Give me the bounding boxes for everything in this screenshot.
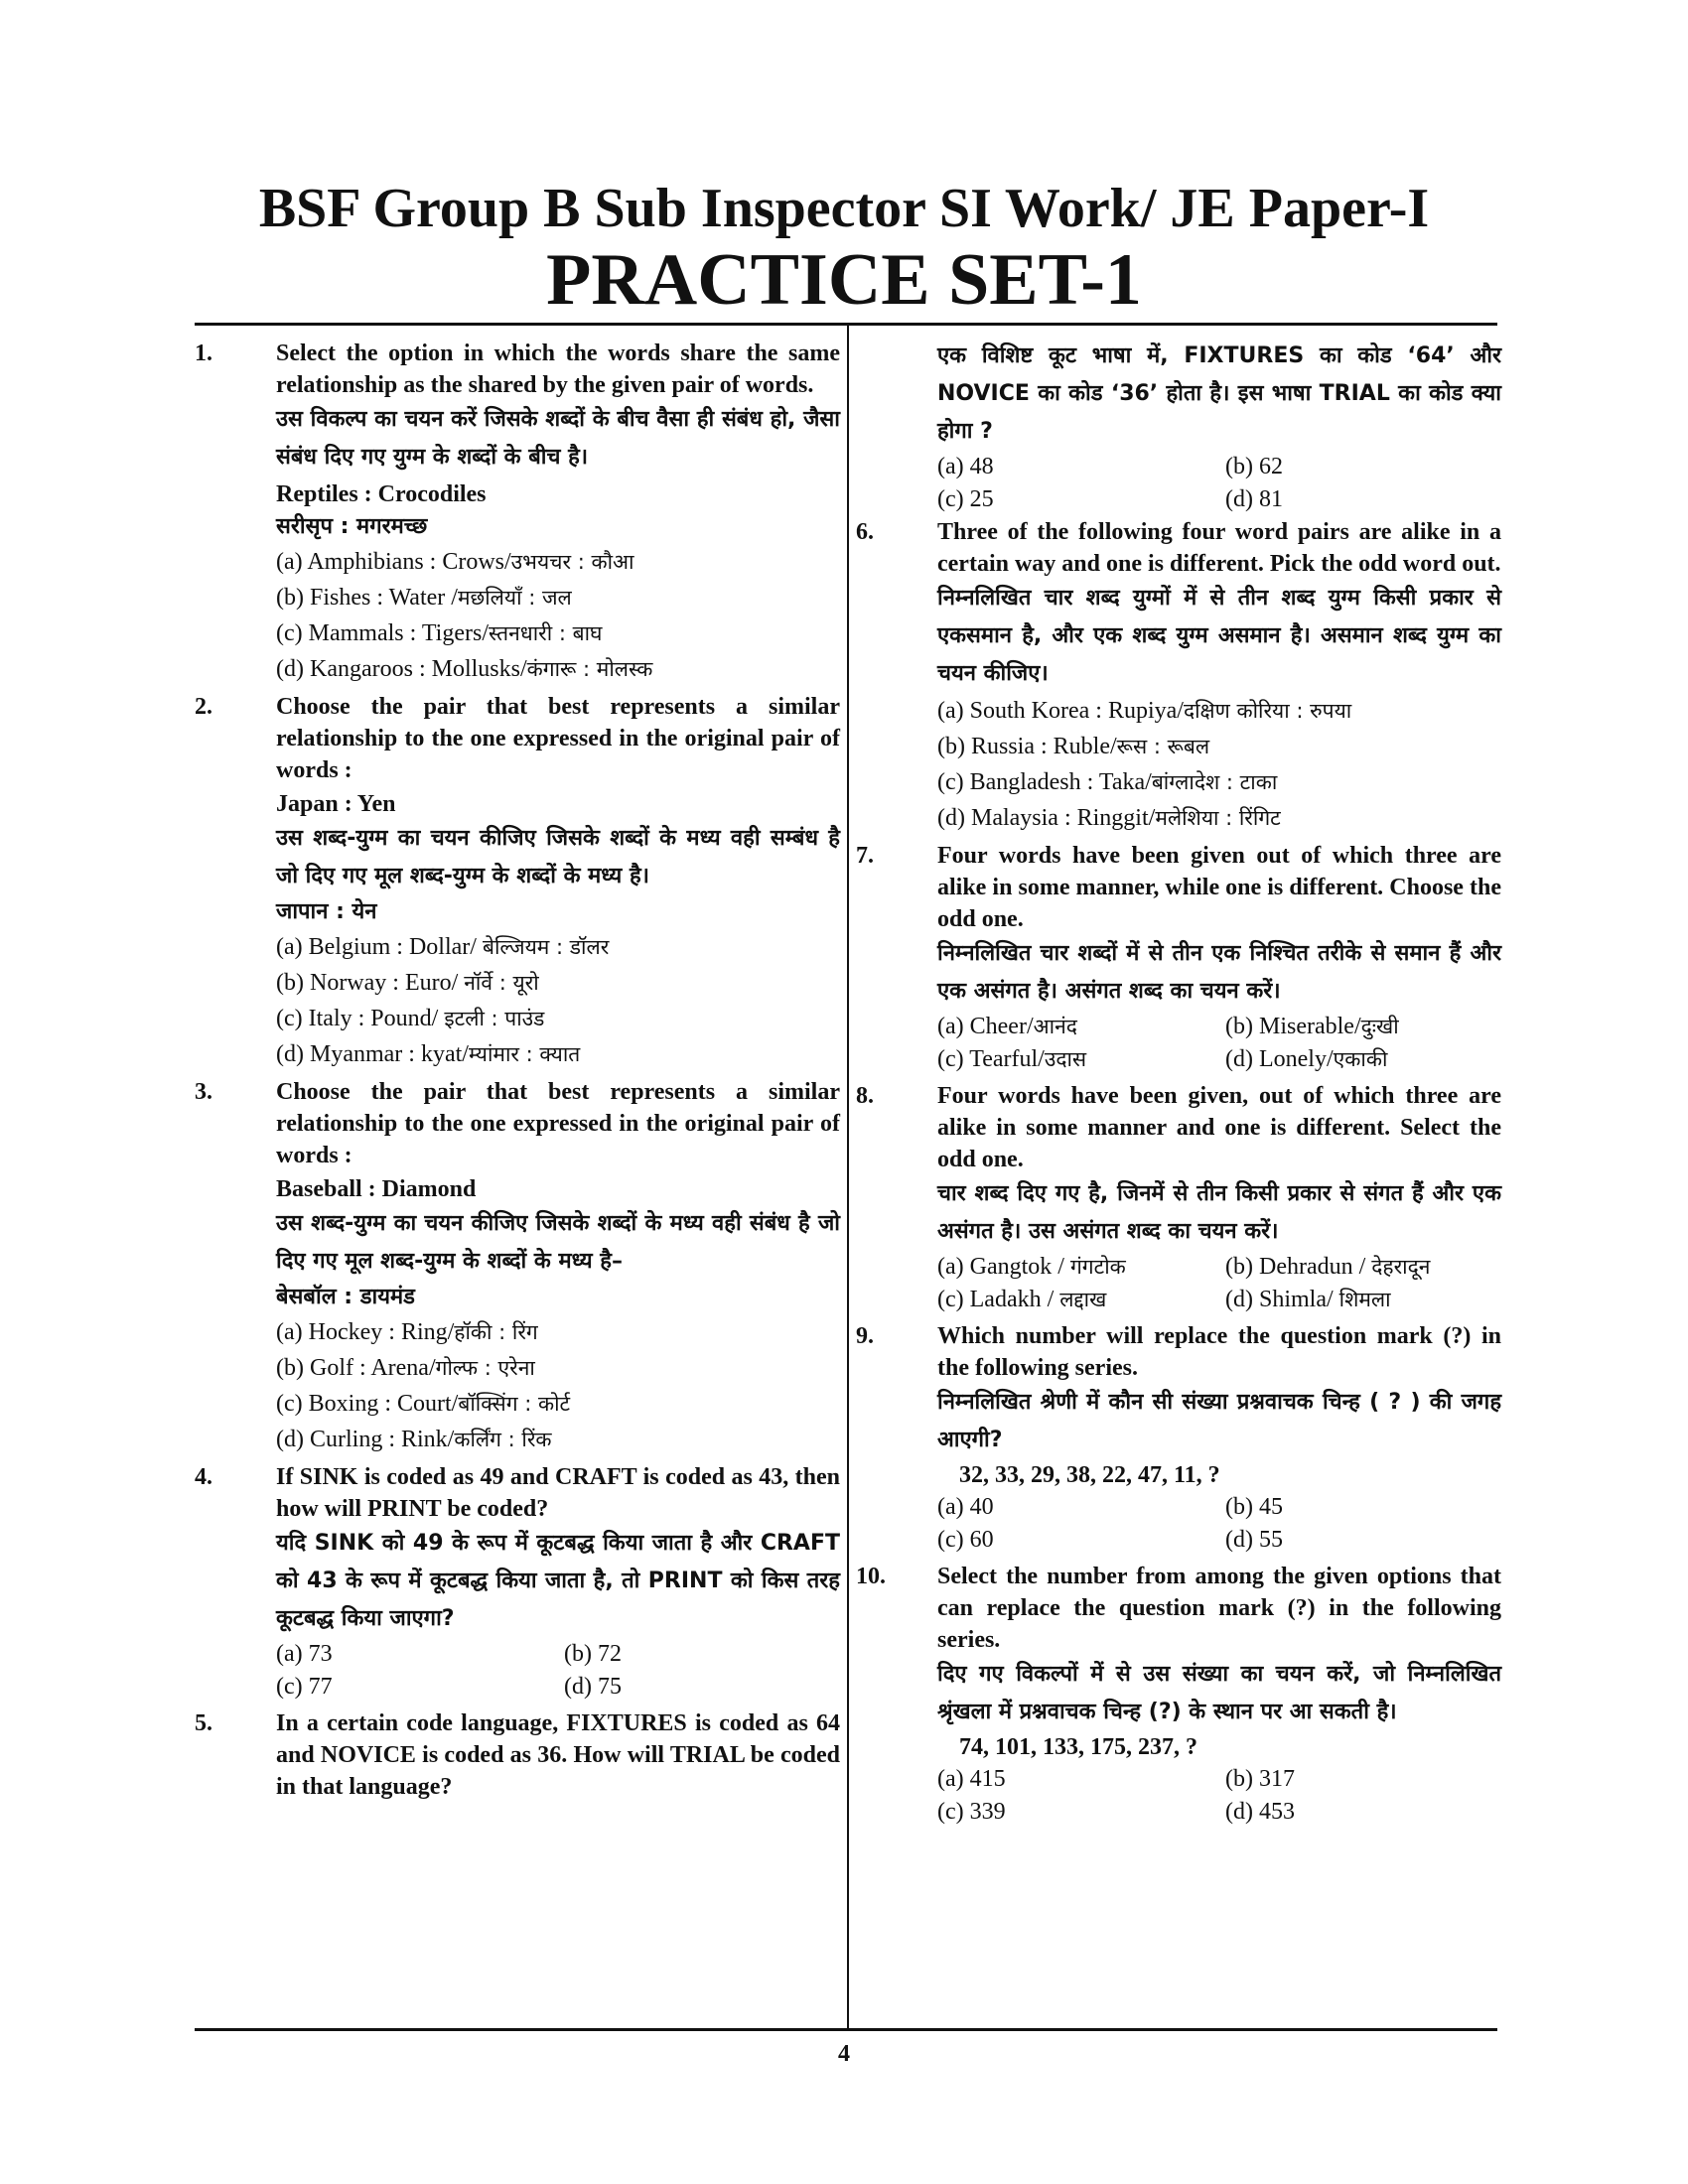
option-text-hi: शिमला	[1338, 1288, 1391, 1311]
option-text: Boxing : Court/	[308, 1391, 459, 1417]
option-d	[276, 1422, 840, 1457]
question-text-hi: उस शब्द-युग्म का चयन कीजिए जिसके शब्दों के मध्य वही संबंध है जो दिए गए मूल शब्द-युग्म के शब्दों के मध्य है–	[276, 1211, 840, 1274]
option-label: (c)	[937, 1527, 964, 1553]
option-text: 339	[969, 1799, 1006, 1825]
option-text: 72	[597, 1641, 622, 1667]
option-text-hi: बांग्लादेश : टाका	[1151, 770, 1278, 794]
option-label: (b)	[276, 1355, 304, 1381]
question-number: 3.	[195, 1079, 212, 1105]
option-c	[276, 615, 840, 651]
option-c	[937, 1796, 1225, 1829]
option-c	[276, 1386, 840, 1422]
option-label: (c)	[276, 1391, 303, 1417]
option-a	[937, 1491, 1225, 1524]
option-text: Mammals : Tigers/	[308, 620, 489, 646]
right-column	[856, 338, 1501, 1833]
option-label: (d)	[937, 805, 965, 831]
question-number: 2.	[195, 694, 212, 720]
option-text: 317	[1258, 1766, 1295, 1792]
question-number: 5.	[195, 1710, 212, 1736]
question-text-hi: निम्नलिखित श्रेणी में कौन सी संख्या प्रश्नवाचक चिन्ह ( ? ) की जगह आएगी?	[937, 1390, 1501, 1452]
option-text: 415	[969, 1766, 1006, 1792]
option-d	[1225, 1043, 1513, 1076]
option-text: Norway : Euro/	[309, 970, 465, 996]
option-b	[1225, 451, 1513, 483]
option-d	[564, 1671, 852, 1704]
option-label: (c)	[276, 1674, 303, 1700]
question-5	[195, 1707, 840, 1803]
option-text: 48	[969, 454, 994, 479]
option-d	[937, 800, 1501, 836]
option-a	[937, 1011, 1225, 1043]
option-label: (d)	[276, 1427, 304, 1452]
question-number: 7.	[856, 843, 874, 869]
option-label: (c)	[937, 1046, 964, 1072]
question-text-hi: निम्नलिखित चार शब्द युग्मों में से तीन शब्द युग्म किसी प्रकार से एकसमान है, और एक शब्द युग्म असमान है। असमान शब्द युग्म का चयन कीजिए।	[937, 586, 1501, 686]
option-text-hi: लद्दाख	[1059, 1288, 1107, 1311]
option-label: (a)	[937, 1254, 964, 1280]
option-text: Golf : Arena/	[309, 1355, 436, 1381]
option-text-hi: मलेशिया : रिंगिट	[1155, 806, 1281, 830]
option-label: (d)	[1225, 1799, 1253, 1825]
option-b	[1225, 1251, 1513, 1284]
given-pair-hi: जापान : येन	[276, 899, 377, 924]
option-text-hi: म्यांमार : क्यात	[468, 1042, 581, 1066]
option-label: (d)	[1225, 1046, 1253, 1072]
option-label: (d)	[564, 1674, 592, 1700]
option-text-hi: बेल्जियम : डॉलर	[482, 935, 610, 959]
option-label: (b)	[276, 585, 304, 611]
option-text: 62	[1258, 454, 1283, 479]
option-text: 60	[969, 1527, 994, 1553]
option-label: (a)	[276, 549, 303, 575]
option-text: 81	[1258, 486, 1283, 512]
option-text-hi: बॉक्सिंग : कोर्ट	[458, 1392, 571, 1416]
option-label: (a)	[937, 454, 964, 479]
option-label: (b)	[1225, 454, 1253, 479]
option-a	[276, 1638, 564, 1671]
option-label: (a)	[937, 1766, 964, 1792]
option-text: 77	[308, 1674, 333, 1700]
question-text-hi: उस विकल्प का चयन करें जिसके शब्दों के बीच वैसा ही संबंध हो, जैसा संबंध दिए गए युग्म के शब्दों के बीच है।	[276, 407, 840, 470]
option-label: (b)	[564, 1641, 592, 1667]
practice-set-title: PRACTICE SET-1	[546, 239, 1142, 321]
question-text-en: Choose the pair that best represents a similar relationship to the one expressed in the original pair of words :	[276, 1079, 840, 1168]
option-text: Miserable/	[1258, 1014, 1361, 1039]
question-7	[856, 840, 1501, 1076]
option-d	[276, 1036, 840, 1072]
question-number: 4.	[195, 1464, 212, 1490]
option-a	[937, 1763, 1225, 1796]
question-text-en: Choose the pair that best represents a similar relationship to the one expressed in the original pair of words :	[276, 694, 840, 783]
option-label: (a)	[937, 1014, 964, 1039]
option-c	[937, 483, 1225, 516]
bottom-divider	[195, 2028, 1497, 2031]
question-number: 10.	[856, 1564, 886, 1589]
option-label: (c)	[937, 486, 964, 512]
option-b	[276, 580, 840, 615]
option-b	[937, 729, 1501, 764]
option-label: (a)	[937, 698, 964, 724]
option-c	[276, 1001, 840, 1036]
option-b	[276, 1350, 840, 1386]
option-a	[937, 451, 1225, 483]
option-label: (c)	[276, 620, 303, 646]
option-text: Cheer/	[969, 1014, 1034, 1039]
option-text: Kangaroos : Mollusks/	[309, 656, 527, 682]
question-number: 1.	[195, 341, 212, 366]
option-text: Malaysia : Ringgit/	[970, 805, 1156, 831]
option-label: (b)	[1225, 1494, 1253, 1520]
option-d	[1225, 1796, 1513, 1829]
option-text: 40	[969, 1494, 994, 1520]
number-series: 32, 33, 29, 38, 22, 47, 11, ?	[959, 1462, 1220, 1488]
option-text: Amphibians : Crows/	[307, 549, 511, 575]
option-text-hi: कंगारू : मोलस्क	[526, 657, 653, 681]
question-text-hi: एक विशिष्ट कूट भाषा में, FIXTURES का कोड ‘64’ और NOVICE का कोड ‘36’ होता है। इस भाषा TRIAL का कोड क्या होगा ?	[937, 343, 1501, 444]
option-text: Shimla/	[1258, 1287, 1339, 1312]
option-b	[1225, 1011, 1513, 1043]
given-pair-en: Baseball : Diamond	[276, 1176, 477, 1202]
option-text-hi: दुःखी	[1360, 1015, 1399, 1038]
option-text: 453	[1258, 1799, 1295, 1825]
option-text-hi: उदास	[1044, 1047, 1087, 1071]
column-divider	[847, 326, 849, 2028]
option-b	[564, 1638, 852, 1671]
left-column	[195, 338, 840, 1807]
option-label: (d)	[276, 656, 304, 682]
option-text-hi: गोल्फ : एरेना	[435, 1356, 535, 1380]
number-series: 74, 101, 133, 175, 237, ?	[959, 1734, 1197, 1760]
option-text: Myanmar : kyat/	[309, 1041, 469, 1067]
option-d	[276, 651, 840, 687]
question-text-hi: यदि SINK को 49 के रूप में कूटबद्ध किया जाता है और CRAFT को 43 के रूप में कूटबद्ध किया जाता है, तो PRINT को किस तरह कूटबद्ध किया जाएगा?	[276, 1531, 840, 1631]
option-text: Italy : Pound/	[308, 1006, 445, 1031]
page-number: 4	[838, 2041, 850, 2067]
option-label: (c)	[937, 1799, 964, 1825]
options-grid	[937, 1011, 1501, 1076]
option-label: (c)	[937, 769, 964, 795]
question-text-en: In a certain code language, FIXTURES is coded as 64 and NOVICE is coded as 36. How will TRIAL be coded in that language?	[276, 1710, 840, 1800]
options-grid	[937, 451, 1501, 516]
option-text: South Korea : Rupiya/	[969, 698, 1184, 724]
question-4	[195, 1461, 840, 1704]
question-number: 9.	[856, 1323, 874, 1349]
option-text-hi: नॉर्वे : यूरो	[464, 971, 539, 995]
option-a	[276, 929, 840, 965]
option-text: Lonely/	[1258, 1046, 1334, 1072]
option-text-hi: मछलियाँ : जल	[457, 586, 572, 610]
question-2	[195, 691, 840, 1072]
question-9	[856, 1320, 1501, 1557]
option-label: (b)	[1225, 1014, 1253, 1039]
option-d	[1225, 1284, 1513, 1316]
option-a	[937, 1251, 1225, 1284]
option-text: 73	[308, 1641, 333, 1667]
option-text-hi: रूस : रूबल	[1116, 735, 1210, 758]
option-text-hi: उभयचर : कौआ	[510, 550, 634, 574]
question-1	[195, 338, 840, 687]
option-label: (b)	[937, 734, 965, 759]
question-text-hi: दिए गए विकल्पों में से उस संख्या का चयन करें, जो निम्नलिखित श्रृंखला में प्रश्नवाचक चिन्ह (?) के स्थान पर आ सकती है।	[937, 1662, 1501, 1724]
given-pair-hi: सरीसृप : मगरमच्छ	[276, 514, 428, 539]
question-number: 6.	[856, 519, 874, 545]
option-label: (d)	[276, 1041, 304, 1067]
options-grid	[937, 1763, 1501, 1829]
option-label: (b)	[276, 970, 304, 996]
option-b	[276, 965, 840, 1001]
option-text: Bangladesh : Taka/	[969, 769, 1152, 795]
option-c	[937, 1524, 1225, 1557]
option-text: 75	[597, 1674, 622, 1700]
option-label: (d)	[1225, 486, 1253, 512]
question-text-en: If SINK is coded as 49 and CRAFT is coded as 43, then how will PRINT be coded?	[276, 1464, 840, 1522]
option-d	[1225, 1524, 1513, 1557]
option-text: Belgium : Dollar/	[308, 934, 483, 960]
option-b	[1225, 1763, 1513, 1796]
question-8	[856, 1080, 1501, 1316]
option-text-hi: देहरादून	[1371, 1255, 1431, 1279]
question-text-hi: निम्नलिखित चार शब्दों में से तीन एक निश्चित तरीके से समान हैं और एक असंगत है। असंगत शब्द का चयन करें।	[937, 941, 1501, 1004]
option-text-hi: कर्लिंग : रिंक	[454, 1428, 552, 1451]
question-number: 8.	[856, 1083, 874, 1109]
question-6	[856, 516, 1501, 836]
question-text-en: Three of the following four word pairs are alike in a certain way and one is different. Pick the odd word out.	[937, 519, 1501, 577]
option-a	[937, 693, 1501, 729]
option-text: Dehradun /	[1258, 1254, 1372, 1280]
option-label: (c)	[276, 1006, 303, 1031]
options-grid	[937, 1491, 1501, 1557]
option-a	[276, 1314, 840, 1350]
options-grid	[276, 1638, 840, 1704]
given-pair-hi: बेसबॉल : डायमंड	[276, 1285, 415, 1309]
option-b	[1225, 1491, 1513, 1524]
option-text-hi: इटली : पाउंड	[444, 1007, 545, 1030]
option-text: Hockey : Ring/	[308, 1319, 455, 1345]
option-label: (a)	[276, 934, 303, 960]
option-label: (d)	[1225, 1527, 1253, 1553]
question-3	[195, 1076, 840, 1457]
option-c	[937, 1043, 1225, 1076]
option-text: Fishes : Water /	[309, 585, 458, 611]
option-text: Russia : Ruble/	[970, 734, 1117, 759]
option-text-hi: एकाकी	[1333, 1047, 1388, 1071]
option-text: 45	[1258, 1494, 1283, 1520]
question-text-en: Which number will replace the question mark (?) in the following series.	[937, 1323, 1501, 1381]
option-text-hi: दक्षिण कोरिया : रुपया	[1183, 699, 1352, 723]
option-text-hi: गंगटोक	[1069, 1255, 1126, 1279]
top-divider	[195, 323, 1497, 326]
option-text: Gangtok /	[969, 1254, 1070, 1280]
question-text-en: Select the number from among the given options that can replace the question mark (?) in the following series.	[937, 1564, 1501, 1653]
option-text: Ladakh /	[969, 1287, 1060, 1312]
option-c	[276, 1671, 564, 1704]
option-text-hi: स्तनधारी : बाघ	[489, 621, 603, 645]
option-text: Tearful/	[969, 1046, 1045, 1072]
options-grid	[937, 1251, 1501, 1316]
question-text-hi: उस शब्द-युग्म का चयन कीजिए जिसके शब्दों के मध्य वही सम्बंध है जो दिए गए मूल शब्द-युग्म के शब्दों के मध्य है।	[276, 826, 840, 888]
option-d	[1225, 483, 1513, 516]
given-pair-en: Reptiles : Crocodiles	[276, 481, 487, 507]
option-label: (b)	[1225, 1766, 1253, 1792]
option-label: (a)	[276, 1319, 303, 1345]
question-text-en: Select the option in which the words share the same relationship as the shared by the given pair of words.	[276, 341, 840, 398]
question-10	[856, 1561, 1501, 1829]
option-label: (d)	[1225, 1287, 1253, 1312]
option-a	[276, 544, 840, 580]
question-text-hi: चार शब्द दिए गए है, जिनमें से तीन किसी प्रकार से संगत हैं और एक असंगत है। उस असंगत शब्द का चयन करें।	[937, 1181, 1501, 1244]
option-label: (c)	[937, 1287, 964, 1312]
option-text: Curling : Rink/	[309, 1427, 455, 1452]
option-label: (a)	[937, 1494, 964, 1520]
option-text: 25	[969, 486, 994, 512]
paper-title: BSF Group B Sub Inspector SI Work/ JE Paper-I	[258, 178, 1430, 239]
option-label: (b)	[1225, 1254, 1253, 1280]
question-text-en: Four words have been given out of which three are alike in some manner, while one is different. Choose the odd one.	[937, 843, 1501, 932]
option-c	[937, 764, 1501, 800]
option-text: 55	[1258, 1527, 1283, 1553]
option-c	[937, 1284, 1225, 1316]
question-5-continued	[856, 338, 1501, 516]
question-text-en: Four words have been given, out of which three are alike in some manner and one is different. Select the odd one.	[937, 1083, 1501, 1172]
option-text-hi: हॉकी : रिंग	[454, 1320, 538, 1344]
option-label: (a)	[276, 1641, 303, 1667]
given-pair-en: Japan : Yen	[276, 791, 396, 817]
option-text-hi: आनंद	[1033, 1015, 1077, 1038]
